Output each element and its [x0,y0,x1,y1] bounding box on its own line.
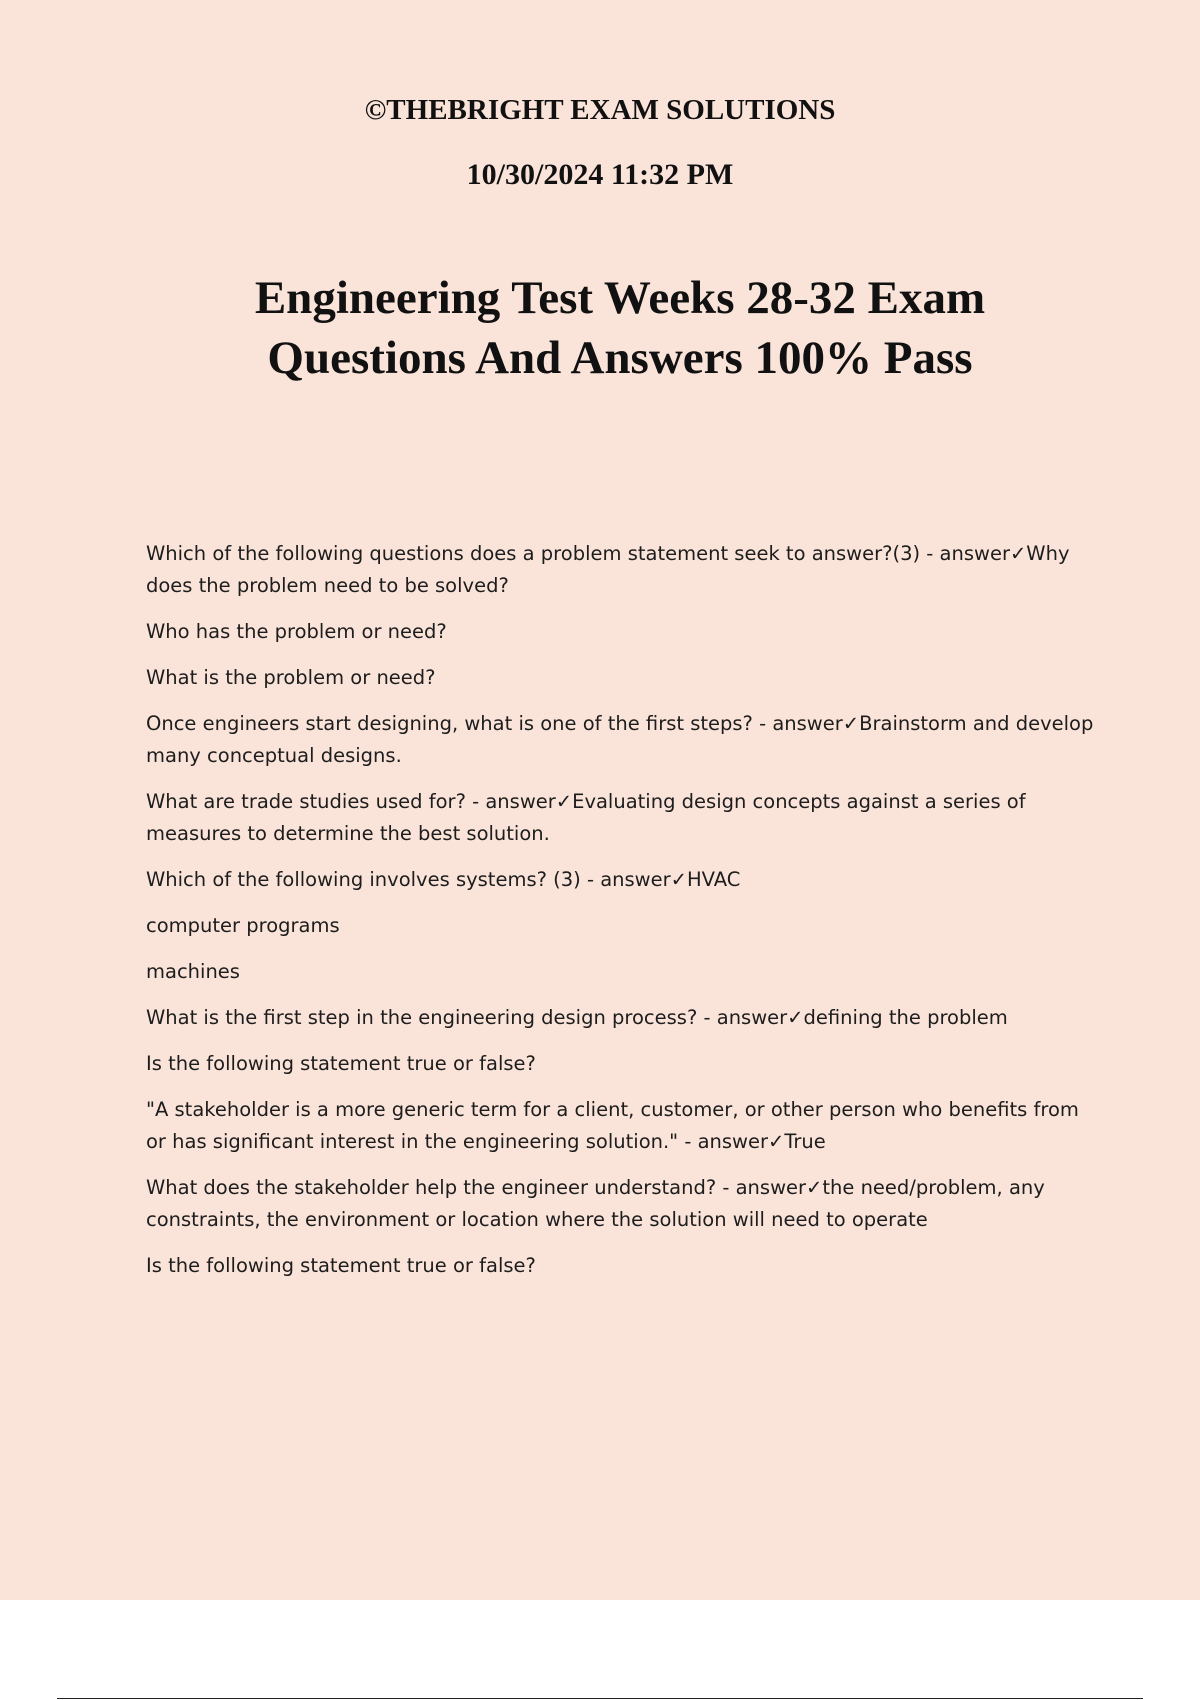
title-line-2: Questions And Answers 100% Pass [267,332,973,384]
paragraph: Who has the problem or need? [146,620,447,643]
paragraph: Is the following statement true or false? [146,1254,536,1277]
paragraph: machines [146,960,240,983]
paragraph: computer programs [146,914,340,937]
paragraph: What are trade studies used for? - answer✓Evaluating design concepts against a series of measures to determine the best solution. [146,790,1026,845]
paragraph: Is the following statement true or false? [146,1052,536,1075]
paragraph: "A stakeholder is a more generic term for a client, customer, or other person who benefits from or has significant interest in the engineering solution." - answer✓True [146,1098,1079,1153]
paragraph: What is the first step in the engineering design process? - answer✓defining the problem [146,1006,1008,1029]
title-line-1: Engineering Test Weeks 28-32 Exam [254,272,986,324]
document-title [0,268,1200,388]
brand-header: ©THEBRIGHT EXAM SOLUTIONS [364,94,836,126]
paragraph: Which of the following involves systems? (3) - answer✓HVAC [146,868,741,891]
paragraph: Which of the following questions does a problem statement seek to answer?(3) - answer✓Why does the problem need to be solved? [146,542,1070,597]
paragraph: Once engineers start designing, what is one of the first steps? - answer✓Brainstorm and develop many conceptual designs. [146,712,1094,767]
timestamp: 10/30/2024 11:32 PM [466,158,734,191]
paragraph: What does the stakeholder help the engineer understand? - answer✓the need/problem, any constraints, the environment or location where the solution will need to operate [146,1176,1045,1231]
qa-content [146,538,1096,1296]
paragraph: What is the problem or need? [146,666,436,689]
page-divider [57,1698,1143,1699]
